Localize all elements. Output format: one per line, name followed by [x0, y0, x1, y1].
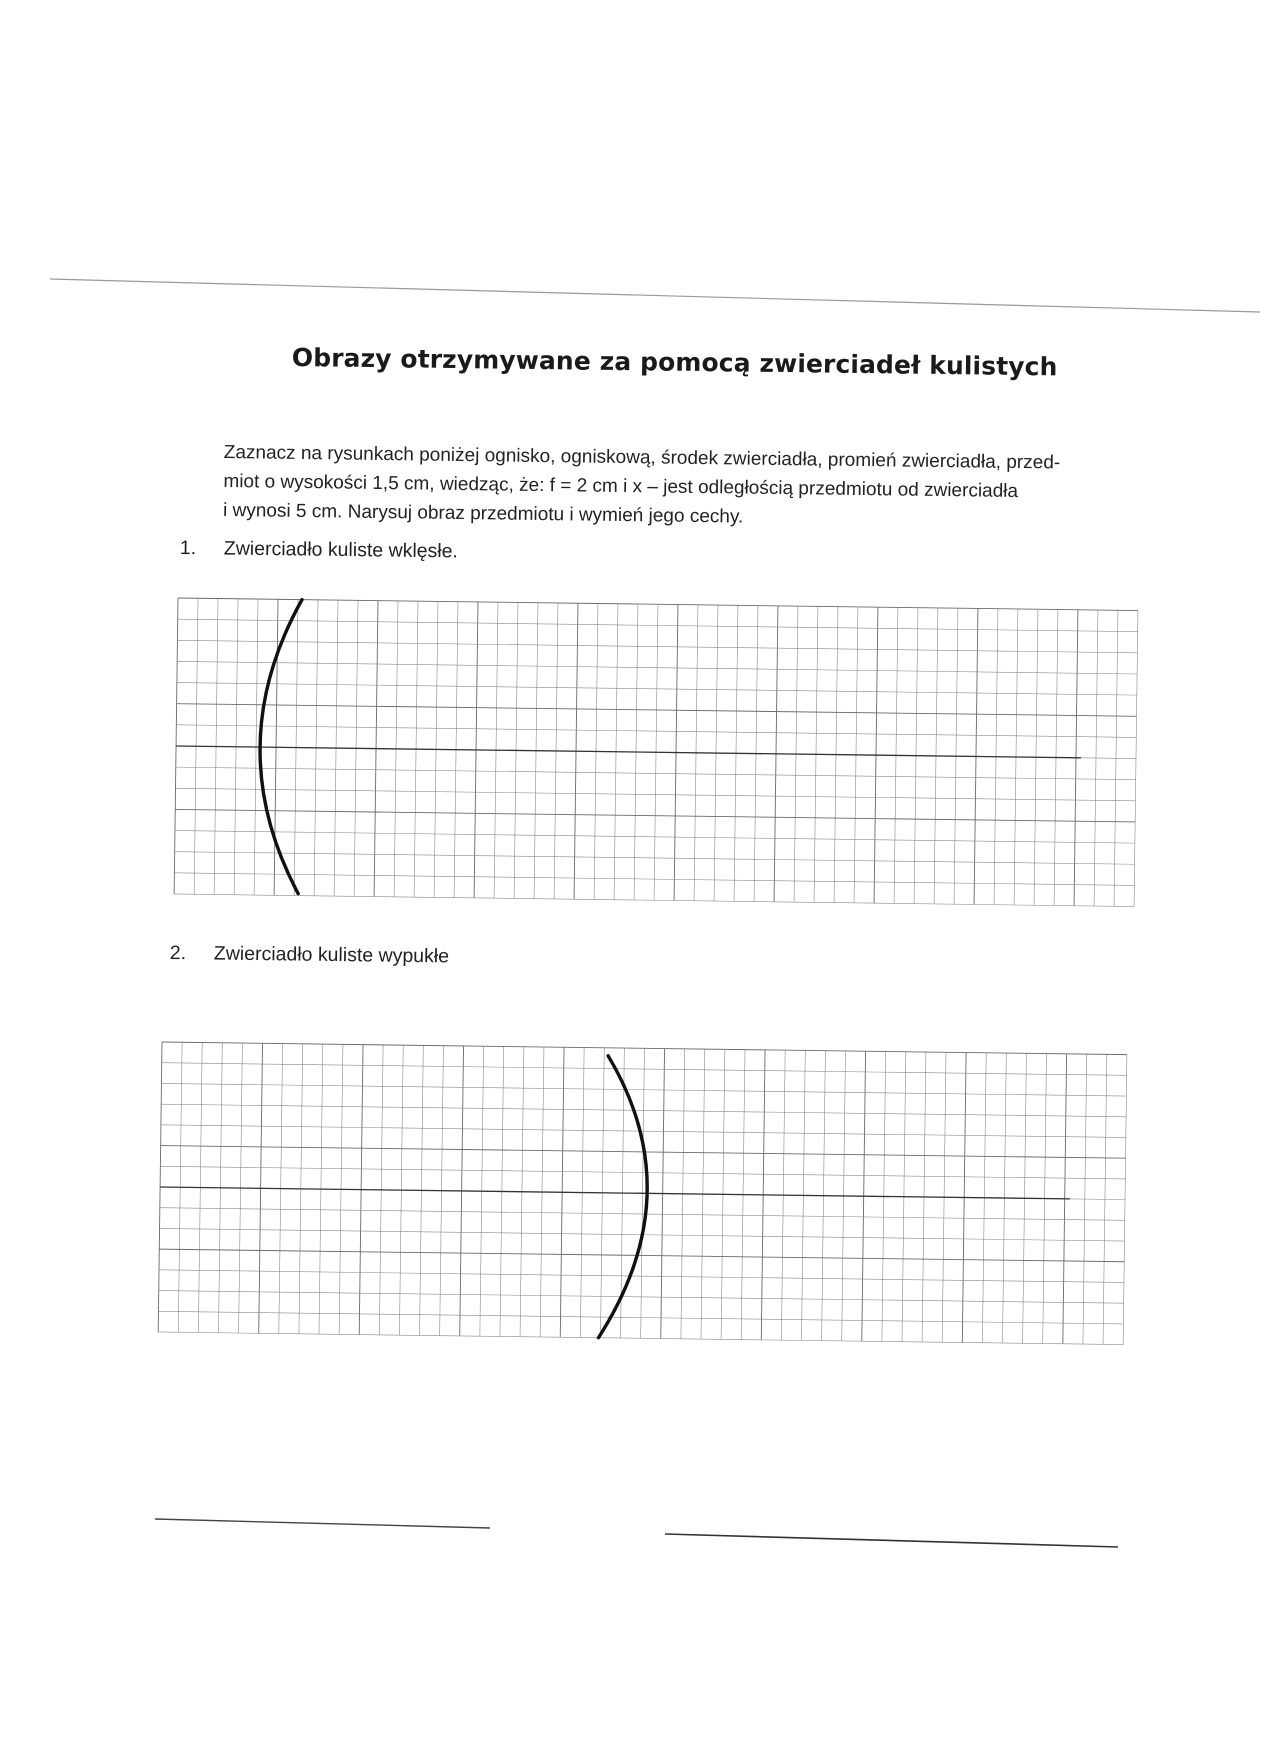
bottom-rule-right — [660, 1530, 1130, 1555]
bottom-rule-left — [150, 1515, 510, 1535]
instructions-text — [223, 438, 1144, 537]
concave-mirror-arc — [258, 599, 302, 893]
graph-paper — [158, 1042, 1127, 1345]
instructions-line-2: miot o wysokości 1,5 cm, wiedząc, że: f = 2 cm i x – jest odległością przedmiotu od zwierciadła — [223, 470, 1019, 502]
item-2 — [170, 942, 449, 968]
page-title: Obrazy otrzymywane za pomocą zwierciadeł kulistych — [291, 343, 1058, 382]
scan-edge-line-top — [0, 0, 1276, 320]
item-1 — [180, 537, 458, 563]
instructions-line-1: Zaznacz na rysunkach poniżej ognisko, ogniskową, środek zwierciadła, promień zwierciadła, przed- — [223, 441, 1061, 474]
instructions-line-3: i wynosi 5 cm. Narysuj obraz przedmiotu i wymień jego cechy. — [222, 499, 744, 528]
graph-paper — [174, 598, 1138, 907]
optical-axis — [160, 1187, 1070, 1199]
item-2-label: Zwierciadło kuliste wypukłe — [213, 942, 450, 968]
grid-concave-mirror — [176, 596, 1141, 906]
grid-convex-mirror — [160, 1040, 1130, 1350]
item-1-label: Zwierciadło kuliste wklęsłe. — [223, 537, 459, 563]
item-2-number: 2. — [169, 942, 187, 965]
optical-axis — [176, 746, 1081, 758]
item-1-number: 1. — [179, 537, 197, 560]
